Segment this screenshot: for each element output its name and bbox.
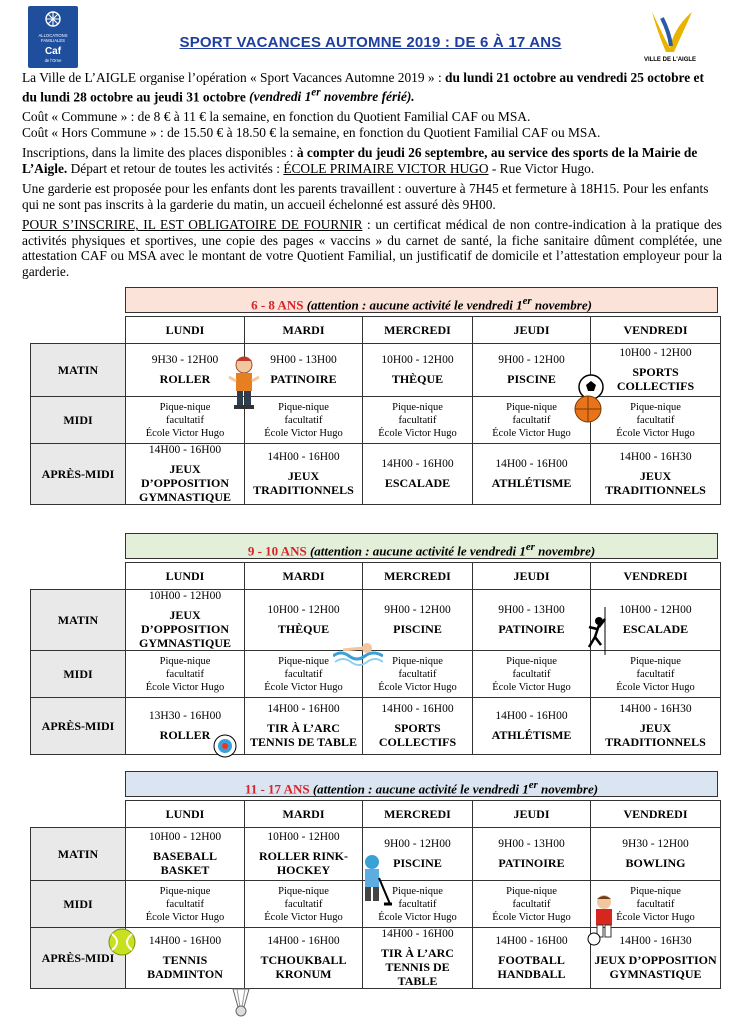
holiday-note-b: novembre férié). [320,88,415,104]
row-midi [31,397,721,444]
age-group-note-end: novembre) [531,297,592,313]
activity-name: BOWLING [625,856,686,870]
lunch-line: École Victor Hugo [492,911,571,923]
lunch-line: facultatif [512,898,551,910]
lunch-line: Pique-nique [630,885,681,897]
lunch-cell [473,881,591,928]
day-header-mardi: MARDI [245,317,363,344]
lunch-line: facultatif [166,414,204,426]
activity-name: PISCINE [393,856,442,870]
garderie-paragraph: Une garderie est proposée pour les enfants dont les parents travaillent : ouverture à 7H45 et fermeture à 18H15. Pour les enfants qui ne sont pas inscrits à la garderie du matin, un accueil échelonné est assuré dès 9H00. [22,181,709,212]
basketball-icon [573,394,603,429]
activity-time: 10H00 - 12H00 [267,604,340,616]
activity-time: 14H00 - 16H00 [495,710,568,722]
lunch-line: Pique-nique [278,885,329,897]
holiday-note-sup: er [311,86,321,99]
day-header-mardi: MARDI [245,801,363,828]
activity-name: FOOTBALL HANDBALL [497,953,566,981]
activity-name: THÈQUE [277,622,330,636]
corner-cell [31,317,126,344]
period-apres-midi: APRÈS-MIDI [31,928,126,989]
day-header-jeudi: JEUDI [473,563,591,590]
day-header-jeudi: JEUDI [473,317,591,344]
insc-school: ÉCOLE PRIMAIRE VICTOR HUGO [283,160,489,176]
activity-name: ATHLÉTISME [491,476,572,490]
activity-time: 14H00 - 16H30 [619,451,692,463]
activity-name: ATHLÉTISME [491,728,572,742]
activity-time: 14H00 - 16H00 [148,444,222,456]
lunch-line: Pique-nique [278,655,329,667]
age-group-label: 6 - 8 ANS [251,297,304,313]
period-matin: MATIN [31,828,126,881]
lunch-line: École Victor Hugo [264,427,343,439]
day-header-vendredi: VENDREDI [591,317,721,344]
activity-cell [245,698,363,755]
period-apres-midi: APRÈS-MIDI [31,444,126,505]
activity-name: JEUX D’OPPOSITION GYMNASTIQUE [594,953,717,981]
caf-logo-line4: de l'Orne [44,58,62,63]
lunch-line: facultatif [636,414,675,426]
activity-cell [245,928,363,989]
lunch-line: facultatif [398,898,437,910]
lunch-line: École Victor Hugo [145,427,225,439]
lunch-line: Pique-nique [278,401,329,413]
lunch-line: Pique-nique [159,401,211,413]
holiday-note-a: (vendredi 1 [245,88,312,104]
row-matin [31,344,721,397]
activity-name: JEUX TRADITIONNELS [605,721,706,749]
lunch-line: École Victor Hugo [492,427,571,439]
day-header-mercredi: MERCREDI [363,317,473,344]
age-group-note-end: novembre) [534,543,596,559]
activity-cell [591,344,721,397]
lunch-line: Pique-nique [506,885,557,897]
lunch-line: facultatif [398,414,437,426]
activity-time: 14H00 - 16H00 [495,458,568,470]
lunch-line: Pique-nique [506,655,557,667]
activity-cell [363,928,473,989]
activity-cell [473,590,591,651]
activity-name: SPORTS COLLECTIFS [616,365,695,393]
cost-hors-commune: Coût « Hors Commune » : de 15.50 € à 18.50 € la semaine, en fonction du Quotient Familial CAF ou MSA. [22,124,601,140]
lunch-line: École Victor Hugo [616,681,695,693]
activity-cell [363,698,473,755]
caf-logo-line3: Caf [44,46,62,57]
lunch-line: facultatif [284,414,323,426]
roller-kid-icon [225,355,263,418]
activity-time: 10H00 - 12H00 [619,604,692,616]
lunch-line: Pique-nique [392,401,443,413]
lunch-line: École Victor Hugo [378,427,457,439]
activity-time: 9H30 - 12H00 [151,354,219,366]
activity-time: 10H00 - 12H00 [381,354,454,366]
lunch-line: Pique-nique [159,655,211,667]
lunch-line: facultatif [636,898,675,910]
activity-name: PATINOIRE [270,372,337,386]
day-header-lundi: LUNDI [126,563,245,590]
activity-time: 9H00 - 12H00 [384,604,451,616]
activity-time: 14H00 - 16H00 [267,935,340,947]
lunch-line: facultatif [512,668,551,680]
day-header-row [31,317,721,344]
dates-lead: La Ville de L’AIGLE organise l’opération « Sport Vacances Automne 2019 » : [22,70,446,85]
day-header-mercredi: MERCREDI [363,801,473,828]
activity-name: THÈQUE [391,372,444,386]
day-header-lundi: LUNDI [126,317,245,344]
activity-name: JEUX D’OPPOSITION GYMNASTIQUE [138,608,231,650]
documents-paragraph [22,217,722,279]
activity-name: TIR À L’ARC TENNIS DE TABLE [250,721,357,749]
insc-street: - Rue Victor Hugo. [488,160,595,176]
day-header-row [31,801,721,828]
activity-time: 14H00 - 16H30 [619,703,692,715]
activity-time: 14H00 - 16H00 [381,928,454,940]
activity-time: 9H30 - 12H00 [622,838,689,850]
activity-name: PISCINE [393,622,442,636]
age-group-label: 11 - 17 ANS [244,781,310,797]
activity-time: 14H00 - 16H00 [267,703,340,715]
age-group-header [125,771,718,797]
activity-name: TCHOUKBALL KRONUM [260,953,347,981]
lunch-line: École Victor Hugo [378,681,457,693]
caf-logo-line2: FAMILIALES [41,38,65,43]
insc-departure: Départ et retour de toutes les activités : [67,160,284,176]
lunch-cell [245,881,363,928]
lunch-line: facultatif [166,898,204,910]
corner-cell [31,563,126,590]
day-header-vendredi: VENDREDI [591,563,721,590]
lunch-line: facultatif [284,898,323,910]
lunch-line: École Victor Hugo [492,681,571,693]
activity-name: ROLLER [159,372,211,386]
activity-time: 9H00 - 12H00 [498,354,565,366]
activity-time: 10H00 - 12H00 [148,590,222,602]
period-matin: MATIN [31,590,126,651]
activity-time: 9H00 - 13H00 [498,838,565,850]
climber-icon [583,607,617,660]
day-header-mercredi: MERCREDI [363,563,473,590]
day-header-mardi: MARDI [245,563,363,590]
lunch-line: facultatif [398,668,437,680]
age-group-label: 9 - 10 ANS [247,543,307,559]
activity-cell [245,444,363,505]
activity-name: ESCALADE [622,622,689,636]
day-header-jeudi: JEUDI [473,801,591,828]
activity-name: PISCINE [507,372,556,386]
lunch-line: École Victor Hugo [378,911,457,923]
age-group-note-end: novembre) [537,781,599,797]
activity-name: SPORTS COLLECTIFS [378,721,457,749]
aigle-logo-text: VILLE DE L'AIGLE [643,57,697,63]
lunch-line: facultatif [166,668,204,680]
activity-cell [245,828,363,881]
lunch-line: École Victor Hugo [145,681,225,693]
shuttlecock-icon [230,987,252,1022]
inscriptions-paragraph [22,145,722,176]
activity-cell [591,444,721,505]
activity-time: 14H00 - 16H00 [267,451,340,463]
activity-cell [126,444,245,505]
activity-time: 9H00 - 13H00 [498,604,565,616]
dates-range: du lundi 21 octobre au vendredi 25 octobre et du lundi 28 octobre au jeudi 31 octobre [22,70,704,104]
period-midi: MIDI [31,651,126,698]
activity-name: ESCALADE [384,476,451,490]
day-header-row [31,563,721,590]
period-apres-midi: APRÈS-MIDI [31,698,126,755]
activity-time: 13H30 - 16H00 [148,710,222,722]
activity-time: 10H00 - 12H00 [619,347,692,359]
activity-cell [363,444,473,505]
activity-time: 14H00 - 16H00 [381,703,454,715]
lunch-cell [126,881,245,928]
activity-cell [473,444,591,505]
lunch-line: École Victor Hugo [616,427,695,439]
activity-name: JEUX TRADITIONNELS [253,469,354,497]
lunch-line: Pique-nique [630,401,681,413]
activity-name: ROLLER [159,728,211,742]
day-header-lundi: LUNDI [126,801,245,828]
soccer-kid-icon [586,893,620,952]
row-apres-midi [31,444,721,505]
activity-name: ROLLER RINK-HOCKEY [258,849,348,877]
lunch-line: École Victor Hugo [264,681,343,693]
hockey-player-icon [352,852,392,915]
lunch-line: facultatif [636,668,675,680]
activity-cell [473,828,591,881]
lunch-line: facultatif [512,414,551,426]
activity-name: PATINOIRE [498,622,565,636]
activity-time: 14H00 - 16H00 [381,458,454,470]
activity-name: TIR À L’ARC TENNIS DE TABLE [381,946,454,988]
activity-cell [591,828,721,881]
caf-logo-line1: ALLOCATIONS [38,33,68,38]
activity-cell [591,698,721,755]
activity-cell [473,698,591,755]
intro-text [22,70,722,284]
activity-cell [126,928,245,989]
activity-name: TENNIS BADMINTON [147,953,223,981]
swimmer-icon [333,636,383,671]
age-group-note: (attention : aucune activité le vendredi 1 [306,543,526,559]
insc-date-place: à compter du jeudi 26 septembre, au service des sports de la Mairie de L’Aigle. [22,145,698,176]
age-group-note-sup: er [528,779,538,791]
age-group-note-sup: er [522,295,532,307]
activity-cell [363,344,473,397]
activity-name: PATINOIRE [498,856,565,870]
tennis-ball-icon [108,928,136,961]
activity-time: 14H00 - 16H00 [495,935,568,947]
day-header-vendredi: VENDREDI [591,801,721,828]
activity-time: 10H00 - 12H00 [267,831,340,843]
period-matin: MATIN [31,344,126,397]
activity-name: JEUX D’OPPOSITION GYMNASTIQUE [138,462,231,504]
lunch-cell [363,397,473,444]
lunch-line: Pique-nique [392,655,443,667]
activity-cell [473,344,591,397]
lunch-line: École Victor Hugo [616,911,695,923]
lunch-line: facultatif [284,668,323,680]
age-group-note: (attention : aucune activité le vendredi 1 [303,297,523,313]
activity-time: 14H00 - 16H00 [148,935,222,947]
lunch-cell [591,397,721,444]
lunch-line: École Victor Hugo [145,911,225,923]
activity-time: 10H00 - 12H00 [148,831,222,843]
dates-paragraph [22,70,722,104]
activity-cell [473,928,591,989]
corner-cell [31,801,126,828]
activity-name: BASEBALL BASKET [152,849,218,877]
age-group-header [125,533,718,559]
lunch-cell [126,651,245,698]
page-title: SPORT VACANCES AUTOMNE 2019 : DE 6 À 17 ANS [179,34,562,51]
period-midi: MIDI [31,881,126,928]
schedule-table [30,316,721,505]
activity-time: 14H00 - 16H30 [619,935,692,947]
documents-list: : un certificat médical de non contre-indication à la pratique des activités physiques et sportives, une copie des pages « vaccins » du carnet de santé, la fiche sanitaire dûment complétée, une attestation CAF ou MSA avec le montant de votre Quotient Familial, un justificatif de domicile et l’attestation employeur pour la garderie. [22,217,722,279]
age-group-header [125,287,718,313]
lunch-line: Pique-nique [392,885,443,897]
activity-cell [126,828,245,881]
period-midi: MIDI [31,397,126,444]
insc-lead: Inscriptions, dans la limite des places disponibles : [22,145,297,161]
age-group-note-sup: er [525,541,535,553]
documents-heading: POUR S’INSCRIRE, IL EST OBLIGATOIRE DE FOURNIR [22,217,363,233]
lunch-line: École Victor Hugo [264,911,343,923]
cost-commune: Coût « Commune » : de 8 € à 11 € la semaine, en fonction du Quotient Familial CAF ou MSA. [22,109,531,125]
activity-cell [126,590,245,651]
activity-name: JEUX TRADITIONNELS [605,469,706,497]
lunch-line: Pique-nique [159,885,211,897]
age-group-note: (attention : aucune activité le vendredi 1 [309,781,529,797]
activity-time: 9H00 - 13H00 [270,354,337,366]
row-apres-midi [31,698,721,755]
activity-time: 9H00 - 12H00 [384,838,451,850]
lunch-cell [473,651,591,698]
lunch-line: Pique-nique [506,401,557,413]
lunch-line: Pique-nique [630,655,681,667]
archery-target-icon [213,734,237,763]
